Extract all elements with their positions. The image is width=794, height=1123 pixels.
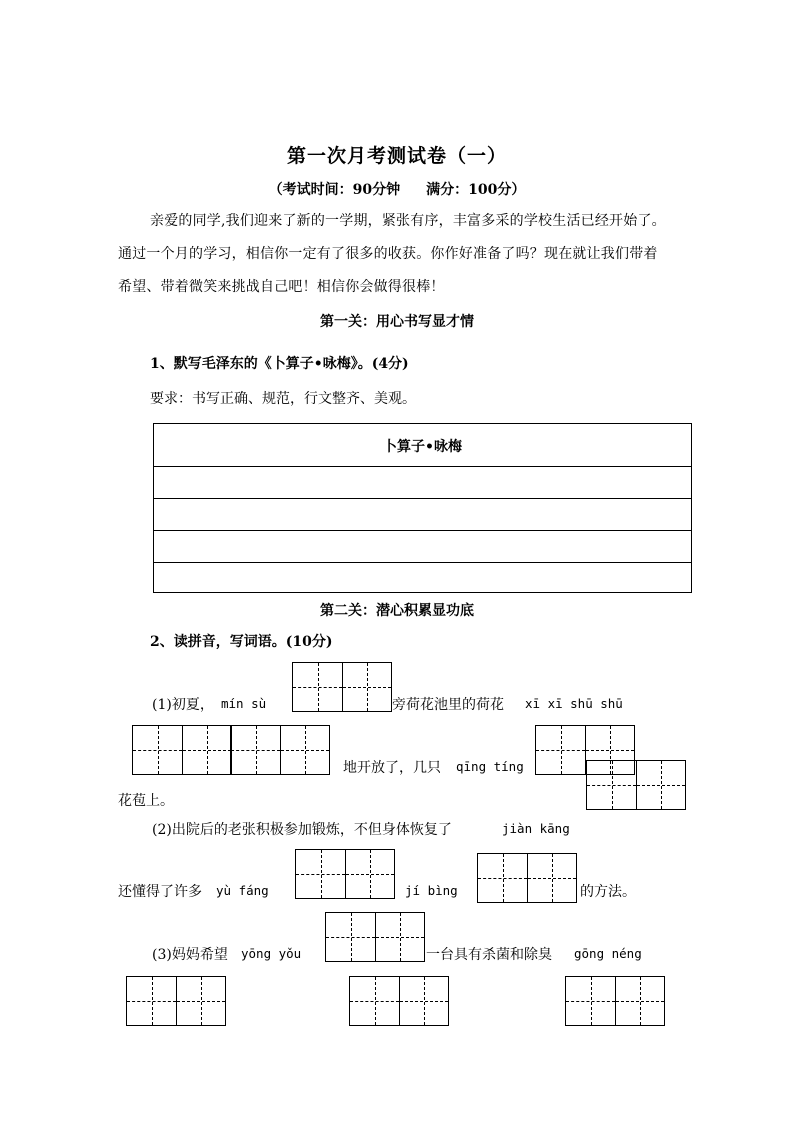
exam-time: （考试时间：90分钟 [268,182,401,198]
s1-text-a: (1)初夏， [152,697,214,713]
question-1-title: 1、默写毛泽东的《卜算子•咏梅》。(4分) [150,356,409,372]
s3-pinyin-yongyou: yōng yǒu [241,946,302,961]
exam-info [0,179,794,199]
s1-pinyin-minsu: mín sù [221,696,267,711]
answer-box-minsu[interactable] [292,662,392,712]
page-title: 第一次月考测试卷（一） [286,145,507,167]
answer-box-row3-1[interactable] [126,976,226,1026]
s2-text-a: (2)出院后的老张积极参加锻炼，不但身体恢复了 [152,822,452,838]
answer-box-shushu[interactable] [230,725,330,775]
s1-text-b: 旁荷花池里的荷花 [392,697,504,713]
section-2-heading: 第二关：潜心积累显功底 [320,603,474,619]
poem-line-4[interactable] [154,562,691,563]
s2-pinyin-jiankang: jiàn kāng [502,821,570,836]
answer-box-jiankang[interactable] [295,849,395,899]
answer-box-xixi[interactable] [132,725,232,775]
intro-line-3: 希望、带着微笑来挑战自己吧！相信你会做得很棒！ [118,279,445,295]
poem-line-1[interactable] [154,466,691,467]
answer-box-yongyou[interactable] [325,912,425,962]
section-1-heading: 第一关：用心书写显才情 [320,314,474,330]
poem-writing-table [153,423,692,593]
s1-pinyin-qingting: qīng tíng [456,759,524,774]
s3-text-a: (3)妈妈希望 [152,947,228,963]
s1-text-c: 地开放了，几只 [343,760,441,776]
answer-box-jibing[interactable] [477,853,577,903]
s1-pinyin-xixishushu: xī xī shū shū [525,696,623,711]
exam-score: 满分：100分） [426,182,526,198]
s2-text-b: 还懂得了许多 [118,884,202,900]
s1-text-d: 花苞上。 [118,793,174,809]
poem-title: 卜算子•咏梅 [383,439,462,455]
s2-text-c: 的方法。 [580,884,636,900]
s3-pinyin-gongneng: gōng néng [574,946,642,961]
s3-text-b: 一台具有杀菌和除臭 [426,947,552,963]
s2-pinyin-jibing: jí bìng [405,883,458,898]
intro-line-1: 亲爱的同学,我们迎来了新的一学期，紧张有序，丰富多采的学校生活已经开始了。 [150,213,666,229]
poem-line-3[interactable] [154,530,691,531]
question-2-title: 2、读拼音，写词语。(10分) [150,634,333,650]
s2-pinyin-yufang: yù fáng [216,883,269,898]
answer-box-row3-2[interactable] [349,976,449,1026]
intro-line-2: 通过一个月的学习，相信你一定有了很多的收获。你作好准备了吗？现在就让我们带着 [118,246,658,262]
answer-box-extra[interactable] [586,760,686,810]
question-1-requirement: 要求：书写正确、规范，行文整齐、美观。 [150,391,416,407]
answer-box-row3-3[interactable] [565,976,665,1026]
poem-line-2[interactable] [154,498,691,499]
